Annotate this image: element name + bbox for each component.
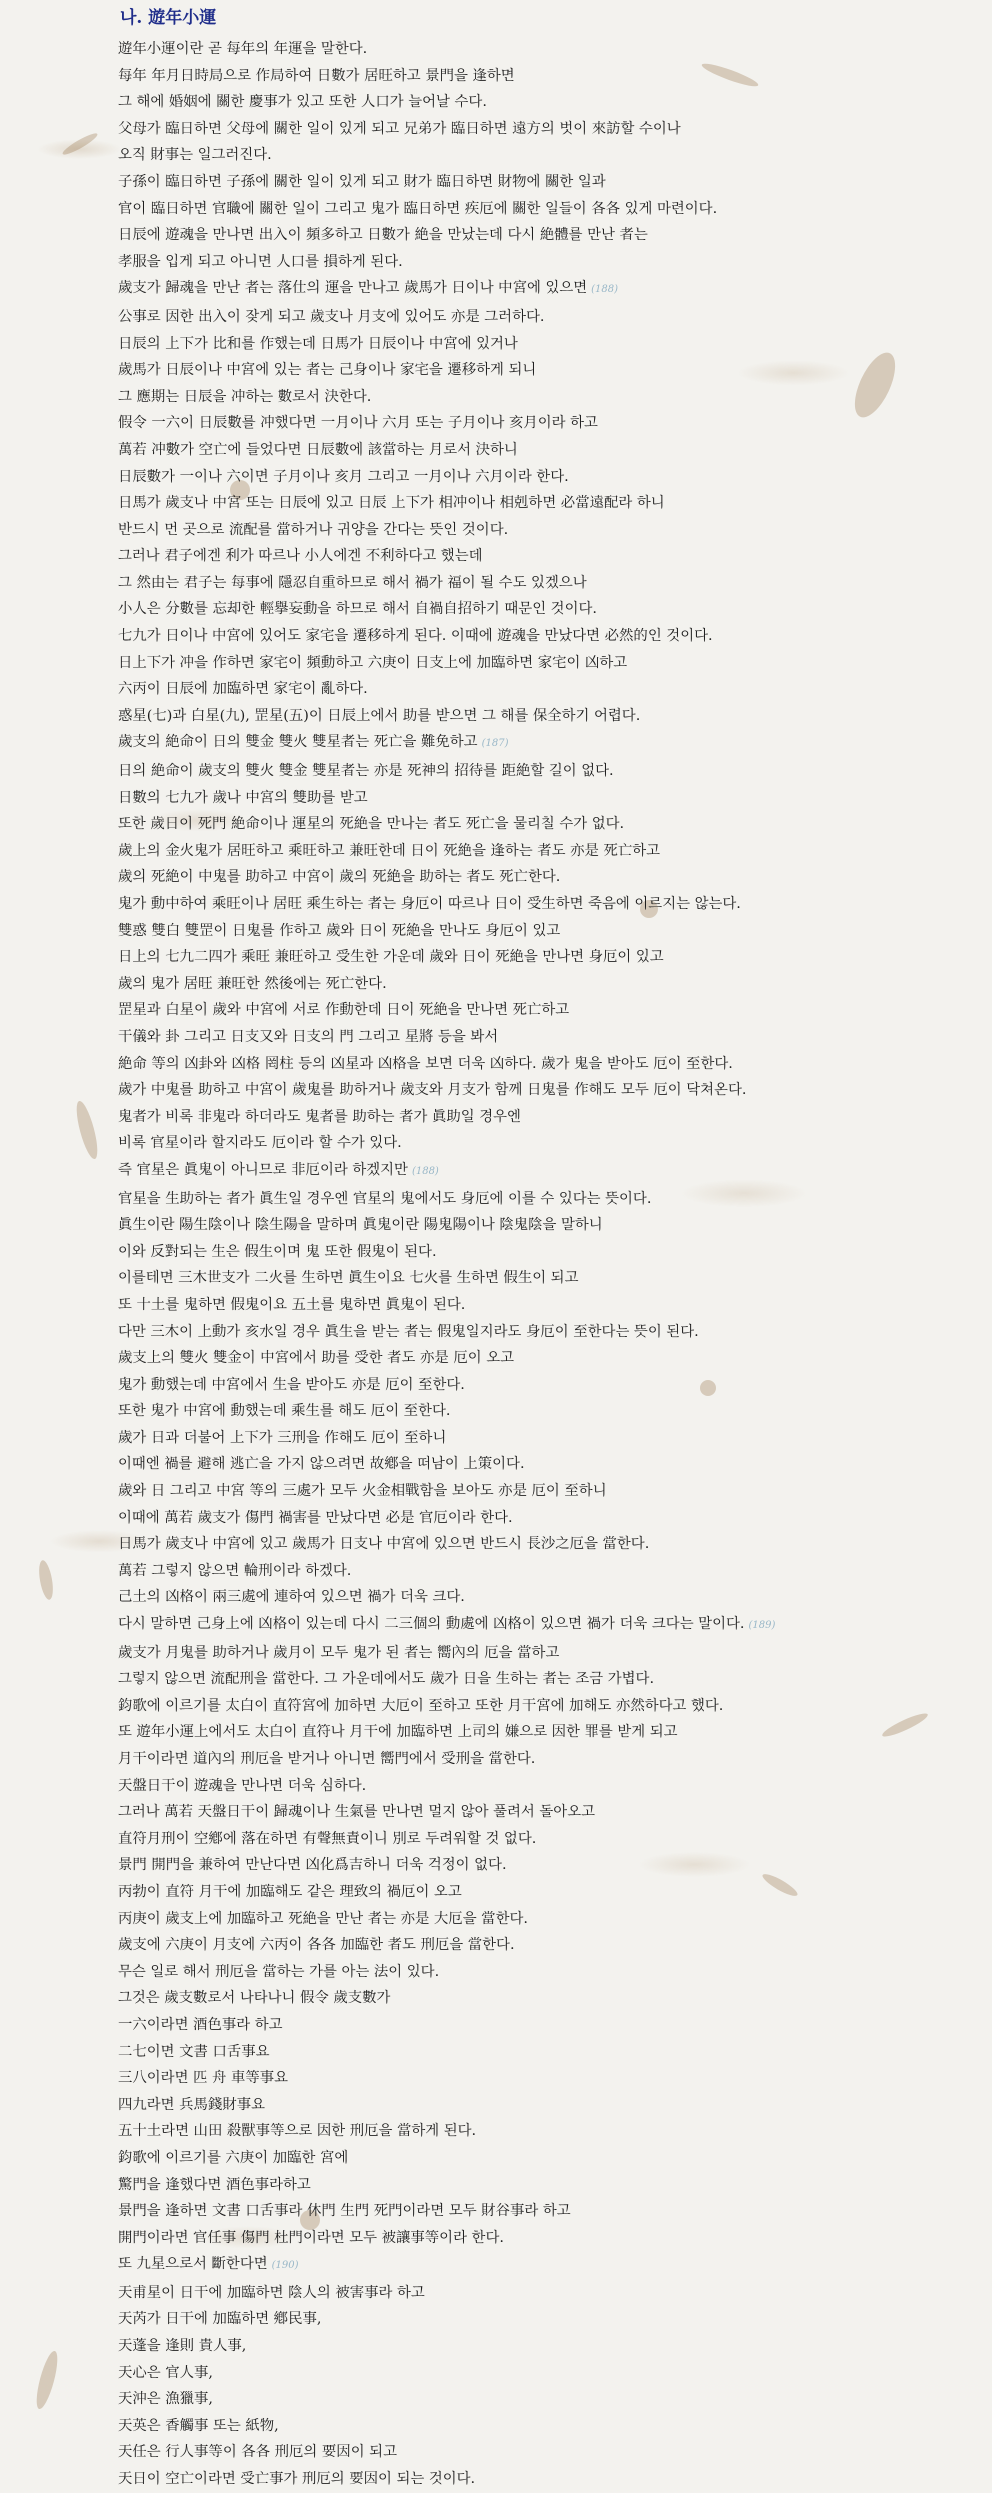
line-text: 그렇지 않으면 流配刑을 當한다. 그 가운데에서도 歲가 日을 生하는 者는 조금 가볍다. [118,1671,655,1688]
text-line [118,169,978,196]
line-text: 己土의 凶格이 兩三處에 連하여 있으면 禍가 더욱 크다. [118,1589,465,1606]
footnote-marker: (188) [411,1165,439,1177]
line-text: 驚門을 逢했다면 酒色事라하고 [118,2176,311,2193]
line-text: 三八이라면 匹 舟 車等事요 [118,2070,289,2087]
text-line [118,222,978,249]
line-text: 景門을 逢하면 文書 口舌事라 休門 生門 死門이라면 모두 財谷事라 하고 [118,2203,571,2220]
line-text: 月干이라면 道內의 刑厄을 받거나 아니면 嚮門에서 受刑을 當한다. [118,1751,536,1767]
line-text: 惑星(七)과 白星(九), 罡星(五)이 日辰上에서 助를 받으면 그 해를 保全하기 어렵다. [118,707,641,724]
text-line [118,2118,978,2145]
text-line [118,1319,978,1346]
line-text: 日上下가 冲을 作하면 家宅이 頻動하고 六庚이 日支上에 加臨하면 家宅이 凶하고 [118,654,628,671]
text-line [118,517,978,544]
text-line [118,838,978,865]
text-line [118,275,978,304]
text-line [118,703,978,730]
line-text: 二七이면 文書 口舌事요 [118,2043,270,2060]
line-text: 그 然由는 君子는 每事에 隱忍自重하므로 해서 禍가 福이 될 수도 있겠으나 [118,574,587,591]
text-line [118,2092,978,2119]
line-text: 歲支上의 雙火 雙金이 中宮에서 助를 受한 者도 亦是 厄이 오고 [118,1350,515,1367]
text-line [118,89,978,116]
text-line [118,1104,978,1131]
line-text: 歲의 鬼가 居旺 兼旺한 然後에는 死亡한다. [118,975,387,992]
text-line [118,918,978,945]
line-text: 公事로 因한 出入이 잦게 되고 歲支나 月支에 있어도 亦是 그러하다. [118,308,545,325]
line-text: 天任은 行人事等이 各各 刑厄의 要因이 되고 [118,2444,397,2461]
text-line [118,1212,978,1239]
line-text: 鈞歌에 이르기를 六庚이 加臨한 宮에 [118,2149,349,2166]
line-text: 遊年小運이란 곧 每年의 年運을 말한다. [118,41,368,57]
text-line [118,785,978,812]
line-text: 그러나 萬若 天盤日干이 歸魂이나 生氣를 만나면 멀지 않아 풀려서 돌아오고 [118,1804,596,1821]
line-text: 반드시 먼 곳으로 流配를 當하거나 귀양을 간다는 뜻인 것이다. [118,521,509,538]
line-text: 日上의 七九二四가 乘旺 兼旺하고 受生한 가운데 歲와 日이 死絶을 만나면 身厄이 있고 [118,949,664,966]
text-line [118,676,978,703]
text-line [118,971,978,998]
line-text: 四九라면 兵馬錢財事요 [118,2096,266,2113]
line-text: 雙惑 雙白 雙罡이 日鬼를 作하고 歲와 日이 死絶을 만나도 身厄이 있고 [118,922,561,939]
text-line [118,2225,978,2252]
text-line [118,1584,978,1611]
line-text: 또한 歲日이 死門 絶命이나 運星의 死絶을 만나는 者도 死亡을 물리칠 수가 없다. [118,816,625,833]
text-line [118,1451,978,1478]
text-line [118,2198,978,2225]
line-text: 丙勃이 直符 月干에 加臨해도 같은 理致의 禍厄이 오고 [118,1883,462,1900]
line-text: 六丙이 日辰에 加臨하면 家宅이 亂하다. [118,681,368,698]
line-text: 天沖은 漁獵事, [118,2391,214,2408]
line-text: 歲가 日과 더불어 上下가 三刑을 作해도 厄이 至하니 [118,1429,447,1446]
footnote-marker: (188) [591,284,619,296]
footnote-marker: (190) [271,2260,299,2272]
text-line [118,1239,978,1266]
text-line [118,1186,978,1213]
line-text: 五十土라면 山田 殺獸事等으로 因한 刑厄을 當하게 된다. [118,2123,477,2140]
line-text: 그 應期는 日辰을 冲하는 數로서 決한다. [118,388,372,405]
line-text: 日辰數가 一이나 六이면 子月이나 亥月 그리고 一月이나 六月이라 한다. [118,468,569,485]
line-text: 天心은 官人事, [118,2364,214,2381]
line-text: 官이 臨日하면 官職에 關한 일이 그리고 鬼가 臨日하면 疾厄에 關한 일들이 各各 있게 마련이다. [118,200,718,217]
text-line [118,891,978,918]
text-line [118,650,978,677]
text-line [118,1746,978,1773]
line-text: 孝服을 입게 되고 아니면 人口를 損하게 된다. [118,253,403,270]
line-text: 鈞歌에 이르기를 太白이 直符宮에 加하면 大厄이 至하고 또한 月干宮에 加해도 亦然하다고 했다. [118,1697,724,1714]
text-line [118,758,978,785]
line-text: 天英은 香觸事 또는 紙物, [118,2417,279,2434]
line-text: 天日이 空亡이라면 受亡事가 刑厄의 要因이 되는 것이다. [118,2471,476,2488]
line-text: 歲馬가 日辰이나 中宮에 있는 者는 己身이나 家宅을 遷移하게 되니 [118,362,537,379]
text-line [118,464,978,491]
line-text: 天蓬을 逢則 貴人事, [118,2338,247,2355]
line-text: 또한 鬼가 中宮에 動했는데 乘生를 해도 厄이 至한다. [118,1403,451,1420]
text-line [118,304,978,331]
text-line [118,116,978,143]
line-text: 이와 反對되는 生은 假生이며 鬼 또한 假鬼이 된다. [118,1243,437,1260]
footnote-marker: (187) [481,738,509,750]
line-text: 歲支가 月鬼를 助하거나 歲月이 모두 鬼가 된 者는 嚮內의 厄을 當하고 [118,1644,560,1661]
line-text: 一六이라면 酒色事라 하고 [118,2016,283,2033]
text-line [118,2065,978,2092]
line-text: 비록 官星이라 할지라도 厄이라 할 수가 있다. [118,1135,402,1152]
text-line [118,596,978,623]
text-line [118,384,978,411]
line-text: 歲上의 金火鬼가 居旺하고 乘旺하고 兼旺한데 日이 死絶을 逢하는 者도 亦是 死亡하고 [118,842,661,859]
text-line [118,1265,978,1292]
text-line [118,142,978,169]
text-line [118,944,978,971]
text-line [118,410,978,437]
line-text: 또 遊年小運上에서도 太白이 直符나 月干에 加臨하면 上司의 嫌으로 因한 罪를 받게 되고 [118,1724,678,1741]
text-line [118,1826,978,1853]
text-line [118,490,978,517]
line-text: 歲가 中鬼를 助하고 中宮이 歲鬼를 助하거나 歲支와 月支가 함께 日鬼를 作해도 모두 厄이 닥쳐온다. [118,1082,747,1099]
text-line [118,2386,978,2413]
line-text: 鬼가 動했는데 中宮에서 生을 받아도 亦是 厄이 至한다. [118,1376,465,1393]
line-text: 이를테면 三木世支가 二火를 生하면 眞生이요 七火를 生하면 假生이 되고 [118,1270,579,1287]
text-line [118,1558,978,1585]
line-text: 假令 一六이 日辰數를 冲했다면 一月이나 六月 또는 子月이나 亥月이라 하고 [118,415,598,432]
line-text: 天盤日干이 遊魂을 만나면 더욱 심하다. [118,1777,367,1794]
line-text: 鬼가 動中하여 乘旺이나 居旺 乘生하는 者는 身厄이 따르나 日이 受生하면 죽음에 이르지는 않는다. [118,896,741,912]
text-line [118,1693,978,1720]
line-text: 日의 絶命이 歲支의 雙火 雙金 雙星者는 亦是 死神의 招待를 距絶할 길이 없다. [118,763,614,780]
text-line [118,2360,978,2387]
text-line [118,2039,978,2066]
text-line [118,357,978,384]
text-line [118,331,978,358]
text-line [118,1773,978,1800]
line-text: 다만 三木이 上動가 亥水일 경우 眞生을 받는 者는 假鬼일지라도 身厄이 至한다는 뜻이 된다. [118,1323,699,1340]
line-text: 歲와 日 그리고 中宮 等의 三處가 모두 火金相戰함을 보아도 亦是 厄이 至하니 [118,1483,607,1500]
line-text: 鬼者가 비록 非鬼라 하더라도 鬼者를 助하는 者가 眞助일 경우엔 [118,1108,521,1125]
line-text: 丙庚이 歲支上에 加臨하고 死絶을 만난 者는 亦是 大厄을 當한다. [118,1910,528,1927]
text-line [118,2280,978,2307]
text-line [118,1051,978,1078]
line-text: 歲支에 六庚이 月支에 六丙이 各各 加臨한 者도 刑厄을 當한다. [118,1937,515,1954]
text-line [118,1531,978,1558]
line-text: 每年 年月日時局으로 作局하여 日數가 居旺하고 景門을 逢하면 [118,67,515,84]
line-text: 歲支가 歸魂을 만난 者는 落仕의 運을 만나고 歲馬가 日이나 中宮에 있으면 [118,280,588,297]
line-text: 또 十土를 鬼하면 假鬼이요 五土를 鬼하면 眞鬼이 된다. [118,1296,466,1313]
text-line [118,2145,978,2172]
text-line [118,2306,978,2333]
line-text: 直符月刑이 空鄕에 落在하면 有聲無責이니 別로 두려워할 것 없다. [118,1830,537,1847]
line-text: 이때엔 禍를 避해 逃亡을 가지 않으려면 故鄕을 떠남이 上策이다. [118,1456,525,1473]
text-line [118,623,978,650]
line-text: 그것은 歲支數로서 나타나니 假令 歲支數가 [118,1990,391,2007]
text-line [118,1932,978,1959]
line-text: 罡星과 白星이 歲와 中宮에 서로 作動한데 日이 死絶을 만나면 死亡하고 [118,1002,570,1019]
text-line [118,2466,978,2493]
line-text: 小人은 分數를 忘却한 輕擧妄動을 하므로 해서 自禍自招하기 때문인 것이다. [118,601,597,618]
line-text: 그 해에 婚姻에 關한 慶事가 있고 또한 人口가 늘어날 수다. [118,94,487,111]
line-text: 오직 財事는 일그러진다. [118,147,272,164]
line-text: 무슨 일로 해서 刑厄을 當하는 가를 아는 法이 있다. [118,1963,440,1980]
footnote-marker: (189) [748,1620,776,1632]
text-line [118,1345,978,1372]
text-line [118,1879,978,1906]
text-line [118,1666,978,1693]
line-text: 歲의 死絶이 中鬼를 助하고 中宮이 歲의 死絶을 助하는 者도 死亡한다. [118,869,561,886]
text-line [118,36,978,63]
line-text: 다시 말하면 己身上에 凶格이 있는데 다시 二三個의 動處에 凶格이 있으면 禍가 더욱 크다는 말이다. [118,1616,745,1633]
line-text: 歲支의 絶命이 日의 雙金 雙火 雙星者는 死亡을 難免하고 [118,734,478,751]
text-line [118,2439,978,2466]
text-line [118,1425,978,1452]
text-line [118,1292,978,1319]
line-text: 또 九星으로서 斷한다면 [118,2256,268,2273]
text-line [118,543,978,570]
text-line [118,1799,978,1826]
text-line [118,2012,978,2039]
text-line [118,811,978,838]
text-line [118,1077,978,1104]
line-text: 日馬가 歲支나 中宮에 있고 歲馬가 日支나 中宮에 있으면 반드시 長沙之厄을 當한다. [118,1536,650,1553]
text-line [118,1505,978,1532]
text-line [118,1157,978,1186]
line-text: 父母가 臨日하면 父母에 關한 일이 있게 되고 兄弟가 臨日하면 遠方의 벗이 來訪할 수이나 [118,120,681,137]
text-line [118,1130,978,1157]
text-line [118,1959,978,1986]
line-text: 官星을 生助하는 者가 眞生일 경우엔 官星의 鬼에서도 身厄에 이를 수 있다는 뜻이다. [118,1190,652,1207]
text-line [118,196,978,223]
line-text: 絶命 等의 凶卦와 凶格 罔柱 등의 凶星과 凶格을 보면 더욱 凶하다. 歲가 鬼을 받아도 厄이 至한다. [118,1055,733,1072]
text-line [118,570,978,597]
line-text: 開門이라면 官任事 傷門 杜門이라면 모두 被讓事等이라 한다. [118,2229,504,2246]
section-heading: 나. 遊年小運 [120,8,217,28]
line-text: 萬若 冲數가 空亡에 들었다면 日辰數에 該當하는 月로서 決하니 [118,441,518,458]
line-text: 天甫星이 日干에 加臨하면 陰人의 被害事라 하고 [118,2284,425,2301]
text-line [118,63,978,90]
line-text: 그러나 君子에겐 利가 따르나 小人에겐 不利하다고 했는데 [118,548,483,565]
text-line [118,2413,978,2440]
text-lines [118,36,978,2493]
text-line [118,2172,978,2199]
text-line [118,729,978,758]
line-text: 七九가 日이나 中宮에 있어도 家宅을 遷移하게 된다. 이때에 遊魂을 만났다면 必然的인 것이다. [118,628,713,645]
text-line [118,864,978,891]
line-text: 이때에 萬若 歲支가 傷門 禍害를 만났다면 必是 官厄이라 한다. [118,1509,513,1526]
text-line [118,997,978,1024]
text-line [118,2251,978,2280]
document-body [118,4,978,2493]
line-text: 景門 開門을 兼하여 만난다면 凶化爲吉하니 더욱 걱정이 없다. [118,1857,507,1874]
text-line [118,2333,978,2360]
text-line [118,1719,978,1746]
line-text: 萬若 그렇지 않으면 輪刑이라 하겠다. [118,1562,352,1579]
line-text: 日數의 七九가 歲나 中宮의 雙助를 받고 [118,789,368,806]
line-text: 日辰의 上下가 比和를 作했는데 日馬가 日辰이나 中宮에 있거나 [118,335,518,352]
text-line [118,1024,978,1051]
text-line [118,1372,978,1399]
text-line [118,1398,978,1425]
line-text: 日馬가 歲支나 中宮 또는 日辰에 있고 日辰 上下가 相冲이나 相剋하면 必當遠配라 하니 [118,495,665,512]
text-line [118,249,978,276]
text-line [118,1478,978,1505]
line-text: 天芮가 日干에 加臨하면 鄕民事, [118,2311,322,2328]
text-line [118,1640,978,1667]
line-text: 干儀와 卦 그리고 日支又와 日支의 門 그리고 星將 등을 봐서 [118,1028,499,1045]
line-text: 眞生이란 陽生陰이나 陰生陽을 말하며 眞鬼이란 陽鬼陽이나 陰鬼陰을 말하니 [118,1217,603,1234]
line-text: 즉 官星은 眞鬼이 아니므로 非厄이라 하겠지만 [118,1161,408,1178]
line-text: 日辰에 遊魂을 만나면 出入이 頻多하고 日數가 絶을 만났는데 다시 絶體를 만난 者는 [118,227,648,244]
line-text: 子孫이 臨日하면 子孫에 關한 일이 있게 되고 財가 臨日하면 財物에 關한 일과 [118,173,606,190]
text-line [118,1985,978,2012]
text-line [118,437,978,464]
text-line [118,1611,978,1640]
text-line [118,1906,978,1933]
text-line [118,1852,978,1879]
